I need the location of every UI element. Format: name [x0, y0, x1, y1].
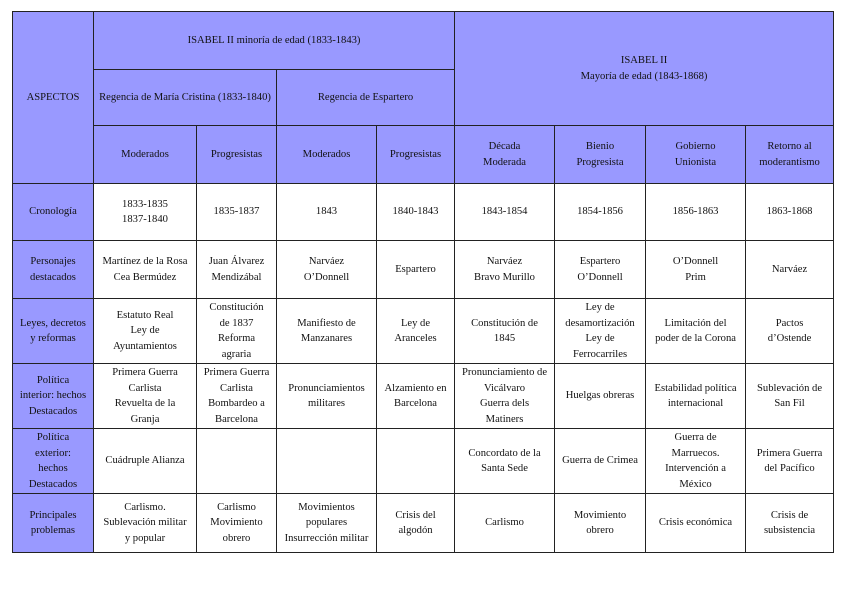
row-header-politica-interior: Política interior: hechos Destacados [13, 364, 94, 429]
table-cell [197, 429, 277, 494]
table-cell: Alzamiento en Barcelona [377, 364, 455, 429]
table-cell: Crisis económica [646, 494, 746, 553]
table-cell: O’Donnell Prim [646, 241, 746, 299]
table-cell: Espartero O’Donnell [555, 241, 646, 299]
table-row [13, 494, 834, 553]
table-cell: Juan Álvarez Mendizábal [197, 241, 277, 299]
table-cell: Estabilidad política internacional [646, 364, 746, 429]
column-header: Gobierno Unionista [646, 126, 746, 184]
regencia-maria-cristina-header: Regencia de María Cristina (1833-1840) [94, 70, 277, 126]
table-cell: Narváez O’Donnell [277, 241, 377, 299]
table-cell: Martínez de la Rosa Cea Bermúdez [94, 241, 197, 299]
history-table [12, 11, 834, 553]
table-row [13, 184, 834, 241]
table-cell: Movimiento obrero [555, 494, 646, 553]
table-cell: Carlismo [455, 494, 555, 553]
table-cell: Constitución de 1837 Reforma agraria [197, 299, 277, 364]
mayoria-header: ISABEL II Mayoría de edad (1843-1868) [455, 12, 834, 126]
table-cell: Guerra de Marruecos. Intervención a México [646, 429, 746, 494]
table-cell: Pronunciamiento de Vicálvaro Guerra dels Matiners [455, 364, 555, 429]
table-cell: Carlismo. Sublevación militar y popular [94, 494, 197, 553]
column-header: Moderados [94, 126, 197, 184]
table-cell: 1843-1854 [455, 184, 555, 241]
table-cell: Espartero [377, 241, 455, 299]
column-header: Moderados [277, 126, 377, 184]
table-cell: 1854-1856 [555, 184, 646, 241]
column-header: Progresistas [377, 126, 455, 184]
table-cell: Ley de desamortización Ley de Ferrocarriles [555, 299, 646, 364]
table-cell: Narváez [746, 241, 834, 299]
row-header-cronologia: Cronología [13, 184, 94, 241]
table-cell [377, 429, 455, 494]
regencia-espartero-header: Regencia de Espartero [277, 70, 455, 126]
table-cell: Pactos d’Ostende [746, 299, 834, 364]
table-cell: Pronunciamientos militares [277, 364, 377, 429]
table-cell: Huelgas obreras [555, 364, 646, 429]
table-cell: Narváez Bravo Murillo [455, 241, 555, 299]
table-cell: 1856-1863 [646, 184, 746, 241]
table-cell: 1833-1835 1837-1840 [94, 184, 197, 241]
table-cell: 1835-1837 [197, 184, 277, 241]
column-header: Progresistas [197, 126, 277, 184]
table-row [13, 299, 834, 364]
table-cell: Primera Guerra Carlista Bombardeo a Barcelona [197, 364, 277, 429]
table-cell: Sublevación de San Fil [746, 364, 834, 429]
table-cell: Crisis del algodón [377, 494, 455, 553]
table-cell: Estatuto Real Ley de Ayuntamientos [94, 299, 197, 364]
table-cell: 1863-1868 [746, 184, 834, 241]
minoria-header: ISABEL II minoría de edad (1833-1843) [94, 12, 455, 70]
table-row [13, 429, 834, 494]
column-header: Década Moderada [455, 126, 555, 184]
table-row [13, 241, 834, 299]
table-cell: Primera Guerra del Pacífico [746, 429, 834, 494]
table-cell: Carlismo Movimiento obrero [197, 494, 277, 553]
aspectos-header: ASPECTOS [13, 12, 94, 184]
table-cell: Manifiesto de Manzanares [277, 299, 377, 364]
table-cell: Primera Guerra Carlista Revuelta de la Granja [94, 364, 197, 429]
table-cell: 1843 [277, 184, 377, 241]
table-cell: Constitución de 1845 [455, 299, 555, 364]
table-row [13, 364, 834, 429]
table-cell: Ley de Aranceles [377, 299, 455, 364]
column-header: Bienio Progresista [555, 126, 646, 184]
table-cell: Concordato de la Santa Sede [455, 429, 555, 494]
row-header-politica-exterior: Política exterior: hechos Destacados [13, 429, 94, 494]
row-header-leyes: Leyes, decretos y reformas [13, 299, 94, 364]
table-cell: Limitación del poder de la Corona [646, 299, 746, 364]
table-cell: Movimientos populares Insurrección militar [277, 494, 377, 553]
table-cell: 1840-1843 [377, 184, 455, 241]
table-cell: Cuádruple Alianza [94, 429, 197, 494]
row-header-problemas: Principales problemas [13, 494, 94, 553]
table-cell: Crisis de subsistencia [746, 494, 834, 553]
table-cell: Guerra de Crimea [555, 429, 646, 494]
column-header-row [13, 126, 834, 184]
column-header: Retorno al moderantismo [746, 126, 834, 184]
table-cell [277, 429, 377, 494]
row-header-personajes: Personajes destacados [13, 241, 94, 299]
